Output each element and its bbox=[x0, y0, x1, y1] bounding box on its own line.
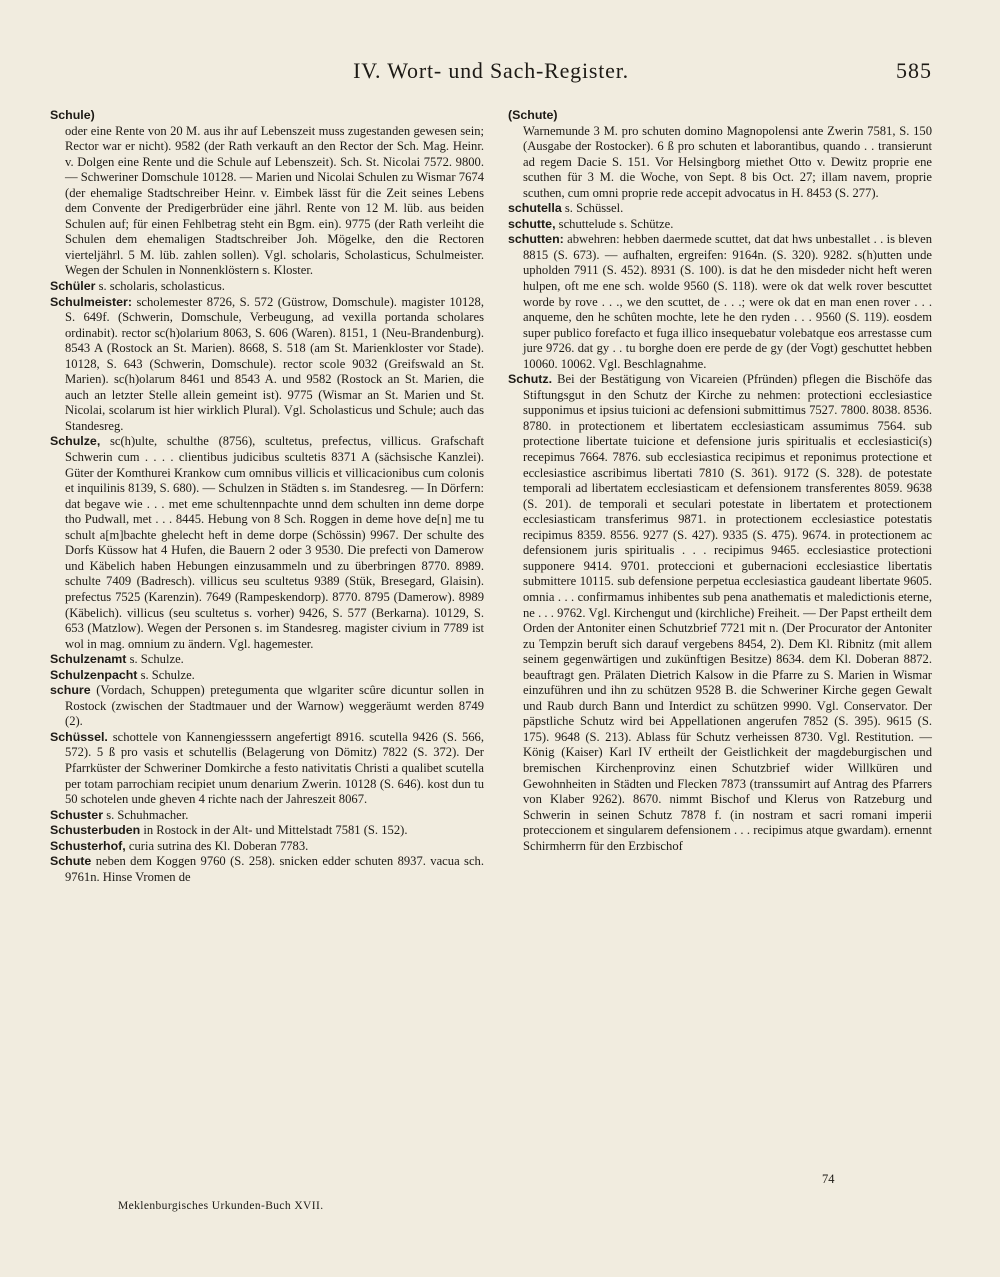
entry-text: Warnemunde 3 M. pro schuten domino Magnopolensi ante Zwerin 7581, S. 150 (Ausgabe der Rostocker). 6 ß pro schuten et laborantibus, quando . . transierunt ad regem Dacie S. 151. Vor Helsingborg miethet Otto v. Dewitz proprie ene scuthen für 3 M. die Woche, von Sept. 8 bis Oct. 27; illam navem, proprie scuthen, cum omni proprie rede accepit advocatus in H. 8453 (S. 277). bbox=[523, 123, 932, 200]
entry-text: sc(h)ulte, schulthe (8756), scultetus, prefectus, villicus. Grafschaft Schwerin cum . . . . clientibus judicibus scultetis 8371 A (sächsische Kanzlei). Güter der Komthurei Krankow cum omnibus villicis et villicacionibus cum colonis et inquilinis 8139, S. 680). — Schulzen in Städten s. im Standesreg. — In Dörfern: dat begave wie . . . met eme schultennpachte unnd dem schulten inn deme dorpe tho Pudwall, met . . . 8445. Hebung von 8 Sch. Roggen in deme hove de[n] me tu schult a[m]bachte ghelecht heft in deme dorpe (Schössin) 9967. Der schulte des Dorfs Küssow hat 4 Hufen, die Bauern 2 oder 3 9530. Die prefecti von Damerow und Käbelich haben Hebungen einzusammeln und zu überbringen 8770. 8989. schulte 7409 (Badresch). villicus seu scultetus 9389 (Stük, Bresegard, Glaisin). prefectus 7525 (Karenzin). 7649 (Rampeskendorp). 8770. 8795 (Damerow). 8989 (Käbelich). villicus (seu scultetus s. vorher) 9426, S. 577 (Berkarna). 10129, S. 653 (Matzlow). Wegen der Personen s. im Standesreg. magister civium in 7789 ist wol in mag. omnium zu ändern. Vgl. hagemester. bbox=[65, 434, 485, 651]
entry-headword: Schuster bbox=[50, 807, 104, 822]
signature-mark: 74 bbox=[822, 1172, 835, 1186]
register-entry bbox=[50, 668, 484, 684]
entry-text: oder eine Rente von 20 M. aus ihr auf Lebenszeit muss zugestanden gewesen sein; Rector war er nicht). 9582 (der Rath verkauft an den Rector der Sch. Mag. Heinr. v. Dolgen eine Rente und die Schule auf Lebenszeit). Sch. St. Nicolai 7572. 9800. — Schweriner Domschule 10128. — Marien und Nicolai Schulen zu Wismar 7674 (der ehemalige Stadtschreiber Heinr. v. Eimbek lässt für die Zeit seines Lebens dem Convente der Predigerbrüder eine jährl. Rente von 12 M. lüb. aus beiden Schulen auf; für einen Fehlbetrag steht ein Bgm. ein). 9775 (der Rath verleiht die Schulen dem ehemaligen Stadtschreiber Joh. Mögelke, den die Rectoren vierteljährl. 5 M. lüb. zahlen sollen). Vgl. scholaris, Scholasticus, Schulmeister. Wegen der Schulen in Nonnenklöstern s. Kloster. bbox=[65, 123, 484, 278]
running-title: IV. Wort- und Sach-Register. bbox=[353, 58, 629, 83]
register-entry bbox=[50, 823, 484, 839]
book-title-footer: Meklenburgisches Urkunden-Buch XVII. bbox=[118, 1200, 324, 1212]
entry-text: s. Schuhmacher. bbox=[106, 807, 189, 822]
entry-headword: Schulzenamt bbox=[50, 652, 127, 667]
entry-headword: schutten: bbox=[508, 232, 564, 247]
register-entry bbox=[50, 295, 484, 435]
entry-text: s. Schüssel. bbox=[564, 201, 624, 216]
entry-headword: schutella bbox=[508, 201, 562, 216]
register-entry bbox=[50, 434, 484, 652]
entry-headword: schutte, bbox=[508, 216, 556, 231]
register-entry bbox=[508, 108, 932, 201]
entry-text: s. Schulze. bbox=[129, 652, 184, 667]
page-header bbox=[50, 58, 932, 92]
register-entry bbox=[50, 652, 484, 668]
entry-text: scholemester 8726, S. 572 (Güstrow, Domschule). magister 10128, S. 649f. (Schwerin, Domschule, Verbeugung, ad vexilla portanda scholares ordinabit). rector sc(h)olarium 8063, S. 606 (Waren). 8151, 1 (Neu-Brandenburg). 8543 A (Rostock an St. Marien). 8668, S. 518 (am St. Marienkloster vor Stade). 10128, S. 643 (Schwerin, Domschule). rector scole 9032 (Greifswald an St. Marien). sc(h)olarum 8461 und 8543 A. und 9582 (Rostock an St. Marien, die auch an letzter Stelle allein gemeint ist). 9775 (Wismar an St. Marien und St. Nicolai, scolarum ist hier wirklich Plural). Vgl. Scholasticus und Schule; auch das Standesreg. bbox=[65, 294, 484, 433]
register-entry bbox=[50, 839, 484, 855]
entry-headword: Schulzenpacht bbox=[50, 667, 138, 682]
entry-text: schuttelude s. Schütze. bbox=[558, 216, 674, 231]
entry-text: s. Schulze. bbox=[140, 667, 195, 682]
right-column bbox=[508, 108, 932, 854]
entry-headword: Schüssel. bbox=[50, 729, 108, 744]
register-entry bbox=[508, 201, 932, 217]
left-column bbox=[50, 108, 484, 885]
entry-headword: Schusterhof, bbox=[50, 838, 126, 853]
entry-text: (Vordach, Schuppen) pretegumenta que wlgariter scûre dicuntur sollen in Rostock (zwischen der Stadtmauer und der Warnow) weggeräumt werden 8749 (2). bbox=[65, 683, 485, 729]
entry-text: Bei der Bestätigung von Vicareien (Pfründen) pflegen die Bischöfe das Stiftungsgut in den Schutz der Kirche zu nehmen: protectioni ecclesiastice supponimus et ipsius tuicioni ac defensioni submittimus 7527. 7800. 8038. 8536. 8780. in protectionem et libertatem ecclesiasticam assumimus 7564. sub protectione libertate tuicione et defensione juris spiritualis et ecclesiastici(s) recepimus 7664. 7876. sub ecclesiastica recipimus et reponimus protectione et ecclesiastice ascribimus libertati 7810 (S. 361). 9172 (S. 328). de potestate temporali ad libertatem ecclesiasticam et defensionem transferentes 8059. 9638 (S. 201). de temporali et seculari potestate in libertatem et protectionem ecclesiasticam transferimus 9871. in protectionem ecclesiastice potestatis recipimus 8359. 8556. 9277 (S. 427). 9335 (S. 475). 9674. in protectionem ac defensionem juris spiritualis . . . recipimus 9465. ecclesiastice protectioni supponere 9414. 9701. proteccioni et gubernacioni ecclesiastice libertatis submittere 10115. sub defensione perpetua ecclesiastica gaudeant libertate 9605. omnia . . . confirmamus inhibentes sub pena anathematis et maledictionis eterne, ne . . . 9762. Vgl. Kirchengut und (kirchliche) Freiheit. — Der Papst ertheilt dem Orden der Antoniter einen Schutzbrief 7721 mit n. (Der Procurator der Antoniter zu Tempzin beruft sich darauf vergebens 8454, 2). Dem Kl. Ribnitz (mit allem seinem gegenwärtigen und zukünftigen Besitze) 8634. dem Kl. Doberan 8872. beauftragt gen. Prälaten Dietrich Kalsow in die Pfarre zu S. Marien in Wismar einzuführen und ihn zu schützen 9528 B. die Schweriner Kirche gegen Gewalt und Raub durch Bann und Interdict zu schützen 9990. Vgl. Conservator. Der päpstliche Schutz wird bei Appellationen angerufen 7852 (S. 395). 9615 (S. 175). 9648 (S. 213). Ablass für Schutz verheissen 8730. Vgl. Restitution. — König (Kaiser) Karl IV ertheilt der Geistlichkeit der magdeburgischen und bremischen Kirchenprovinz einen Schutzbrief wider Willküren und Gewohnheiten in Städten und Flecken 7873 (transsumirt auf Antrag des Pfarrers von Klaber 9262). 8670. nimmt Bischof und Klerus von Ratzeburg und Schwerin in seinen Schutz 7878 f. (in nostram et sacri romani imperii proteccionem et singularem defensionem . . . recipimus atque gwardam). ernennt Schirmherrn für den Erzbischof bbox=[523, 372, 932, 853]
entry-text: schottele von Kannengiesssern angefertigt 8916. scutella 9426 (S. 566, 572). 5 ß pro vasis et schutellis (Belagerung von Dömitz) 7822 (S. 372). Der Pfarrküster der Schweriner Domkirche a festo nativitatis Christi a qualibet scutella per totam parrochiam recipiet unum denarium Zwerin. 10128 (S. 646). kost dun tu 50 schotelen unde gheven 4 richte nach der Jahreszeit 8067. bbox=[65, 729, 484, 807]
register-entry bbox=[50, 108, 484, 279]
entry-headword: Schulmeister: bbox=[50, 294, 132, 309]
entry-headword: (Schute) bbox=[508, 108, 558, 122]
entry-headword: Schutz. bbox=[508, 372, 553, 387]
entry-headword: Schusterbuden bbox=[50, 823, 141, 838]
entry-text: neben dem Koggen 9760 (S. 258). snicken edder schuten 8937. vacua sch. 9761n. Hinse Vromen de bbox=[65, 854, 484, 884]
entry-text: s. scholaris, scholasticus. bbox=[98, 279, 225, 294]
register-entry bbox=[50, 279, 484, 295]
page-number: 585 bbox=[896, 58, 932, 83]
register-entry bbox=[508, 232, 932, 372]
entry-headword: Schulze, bbox=[50, 434, 101, 449]
register-entry bbox=[508, 217, 932, 233]
entry-text: curia sutrina des Kl. Doberan 7783. bbox=[128, 838, 309, 853]
entry-headword: schure bbox=[50, 683, 91, 698]
register-entry bbox=[50, 730, 484, 808]
register-entry bbox=[50, 683, 484, 730]
register-entry bbox=[50, 808, 484, 824]
register-entry bbox=[50, 854, 484, 885]
register-entry bbox=[508, 372, 932, 854]
entry-text: abwehren: hebben daermede scuttet, dat dat hws unbestallet . . is bleven 8815 (S. 673). — aufhalten, ergreifen: 9164n. (S. 320). 9282. s(h)utten unde upholden 7911 (S. 452). 8931 (S. 100). is dat he den misdeder nicht heft weren hulpen, oft me ene sch. wolde 9560 (S. 118). were ok dat welk rover bescuttet worde by rove . . ., we den scuttet, de . . .; were ok dat en man enen rover . . . anqueme, den he schûten mochte, lete he den ryden . . . 9560 (S. 119). eosdem super publico forefacto et fuga illico insequebatur volebatque eos arrestasse cum jure 9726. dat gy . . tu borghe doen ere perde de gy (der Vogt) geschuttet hebben 10060. 10062. Vgl. Beschlagnahme. bbox=[523, 232, 932, 371]
entry-headword: Schule) bbox=[50, 108, 95, 122]
entry-headword: Schüler bbox=[50, 279, 96, 294]
entry-text: in Rostock in der Alt- und Mittelstadt 7581 (S. 152). bbox=[143, 823, 408, 838]
entry-headword: Schute bbox=[50, 854, 92, 869]
